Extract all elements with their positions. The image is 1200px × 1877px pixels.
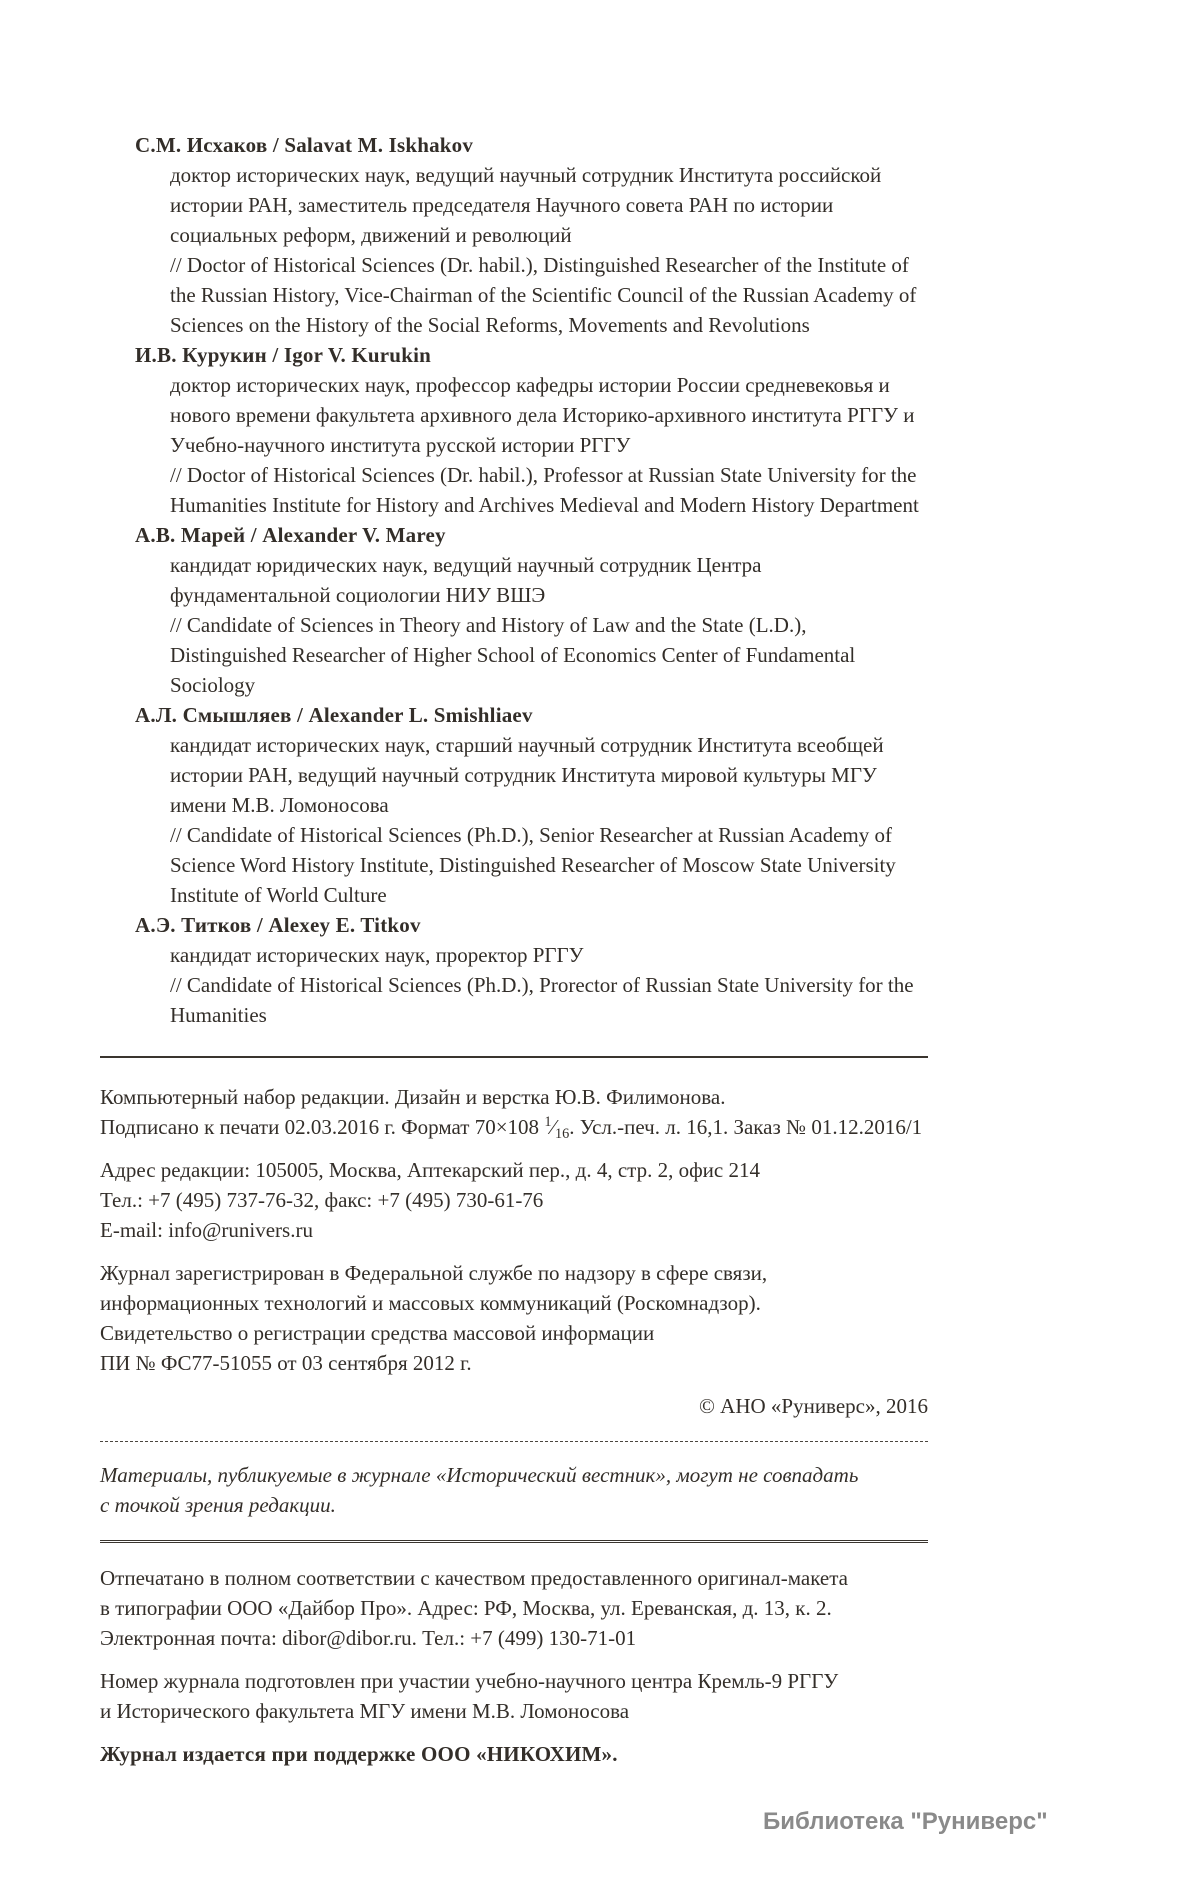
printing-paragraph bbox=[100, 1563, 928, 1653]
disclaimer-line: с точкой зрения редакции. bbox=[100, 1493, 336, 1517]
address-line: Адрес редакции: 105005, Москва, Аптекарский пер., д. 4, стр. 2, офис 214 bbox=[100, 1158, 760, 1182]
editor-entry bbox=[100, 520, 928, 700]
editor-entry bbox=[100, 700, 928, 910]
dashed-divider bbox=[100, 1441, 928, 1442]
editor-name: И.В. Курукин / Igor V. Kurukin bbox=[135, 343, 431, 367]
editor-bio-en: // Doctor of Historical Sciences (Dr. habil.), Distinguished Researcher of the Institute of the Russian History, Vice-Chairman of the Scientific Council of the Russian Academy of Sciences on the History of the Social Reforms, Movements and Revolutions bbox=[170, 253, 917, 337]
editor-bio-ru: кандидат юридических наук, ведущий научный сотрудник Центра фундаментальной социологии НИУ ВШЭ bbox=[170, 553, 762, 607]
typesetting-line: Компьютерный набор редакции. Дизайн и верстка Ю.В. Филимонова. bbox=[100, 1085, 726, 1109]
registration-line: Свидетельство о регистрации средства массовой информации bbox=[100, 1321, 655, 1345]
editor-name: С.М. Исхаков / Salavat M. Iskhakov bbox=[135, 133, 474, 157]
editorial-board-list bbox=[100, 130, 928, 1030]
editor-bio-ru: кандидат исторических наук, старший научный сотрудник Института всеобщей истории РАН, ведущий научный сотрудник Института мировой культуры МГУ имени М.В. Ломоносова bbox=[170, 733, 884, 817]
format-fraction-denominator: 16 bbox=[554, 1126, 570, 1142]
editor-bio-en: // Candidate of Sciences in Theory and History of Law and the State (L.D.), Distinguished Researcher of Higher School of Economics Center of Fundamental Sociology bbox=[170, 613, 856, 697]
editor-bio-ru: кандидат исторических наук, проректор РГГУ bbox=[170, 943, 584, 967]
disclaimer-paragraph bbox=[100, 1460, 928, 1520]
registration-line: ПИ № ФС77-51055 от 03 сентября 2012 г. bbox=[100, 1351, 472, 1375]
printing-line: Электронная почта: dibor@dibor.ru. Тел.: +7 (499) 130-71-01 bbox=[100, 1626, 637, 1650]
editor-entry bbox=[100, 130, 928, 340]
runivers-library-watermark: Библиотека "Руниверс" bbox=[763, 1808, 1048, 1835]
editor-bio-en: // Candidate of Historical Sciences (Ph.D.), Senior Researcher at Russian Academy of Science Word History Institute, Distinguished Researcher of Moscow State University Institute of World Culture bbox=[170, 823, 896, 907]
preparation-line: Номер журнала подготовлен при участии учебно-научного центра Кремль-9 РГГУ bbox=[100, 1669, 839, 1693]
double-divider bbox=[100, 1540, 928, 1543]
copyright-line: © АНО «Руниверс», 2016 bbox=[698, 1394, 928, 1418]
preparation-paragraph bbox=[100, 1666, 928, 1726]
preparation-line: и Исторического факультета МГУ имени М.В. Ломоносова bbox=[100, 1699, 630, 1723]
address-paragraph bbox=[100, 1155, 928, 1245]
editor-name: А.В. Марей / Alexander V. Marey bbox=[135, 523, 446, 547]
format-fraction-separator: ⁄ bbox=[551, 1115, 555, 1139]
registration-paragraph bbox=[100, 1258, 928, 1378]
editor-entry bbox=[100, 340, 928, 520]
registration-line: информационных технологий и массовых коммуникаций (Роскомнадзор). bbox=[100, 1291, 761, 1315]
editor-entry bbox=[100, 910, 928, 1030]
support-line: Журнал издается при поддержке ООО «НИКОХИМ». bbox=[100, 1742, 618, 1766]
phone-line: Тел.: +7 (495) 737-76-32, факс: +7 (495) 730-61-76 bbox=[100, 1188, 544, 1212]
registration-line: Журнал зарегистрирован в Федеральной службе по надзору в сфере связи, bbox=[100, 1261, 768, 1285]
colophon bbox=[100, 1082, 928, 1769]
editor-name: А.Л. Смышляев / Alexander L. Smishliaev bbox=[135, 703, 533, 727]
section-divider bbox=[100, 1056, 928, 1058]
printing-line: Отпечатано в полном соответствии с качеством предоставленного оригинал-макета bbox=[100, 1566, 848, 1590]
page-content bbox=[100, 130, 928, 1782]
editor-bio-ru: доктор исторических наук, ведущий научный сотрудник Института российской истории РАН, заместитель председателя Научного совета РАН по истории социальных реформ, движений и революций bbox=[170, 163, 882, 247]
disclaimer-line: Материалы, публикуемые в журнале «Исторический вестник», могут не совпадать bbox=[100, 1463, 859, 1487]
format-fraction-numerator: 1 bbox=[544, 1114, 552, 1130]
editor-bio-en: // Candidate of Historical Sciences (Ph.D.), Prorector of Russian State University for the Humanities bbox=[170, 973, 914, 1027]
printing-line: в типографии ООО «Дайбор Про». Адрес: РФ, Москва, ул. Ереванская, д. 13, к. 2. bbox=[100, 1596, 832, 1620]
email-line: E-mail: info@runivers.ru bbox=[100, 1218, 313, 1242]
editor-bio-ru: доктор исторических наук, профессор кафедры истории России средневековья и нового времени факультета архивного дела Историко-архивного института РГГУ и Учебно-научного института русской истории РГГУ bbox=[170, 373, 915, 457]
editor-name: А.Э. Титков / Alexey E. Titkov bbox=[135, 913, 421, 937]
print-approval-line: Подписано к печати 02.03.2016 г. Формат 70×108 $^1⁄_{16}$. Усл.-печ. л. 16,1. Заказ № 01.12.2016/1 bbox=[100, 1114, 923, 1142]
typesetting-paragraph bbox=[100, 1082, 928, 1142]
editor-bio-en: // Doctor of Historical Sciences (Dr. habil.), Professor at Russian State University for the Humanities Institute for History and Archives Medieval and Modern History Department bbox=[170, 463, 919, 517]
